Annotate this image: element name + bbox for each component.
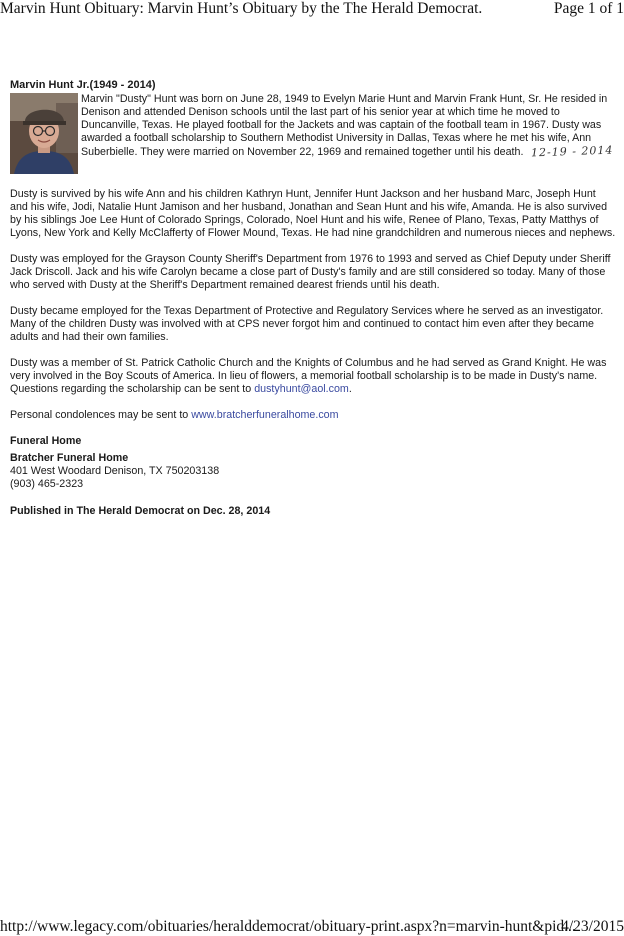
- career-sheriff-paragraph: Dusty was employed for the Grayson County Sheriff's Department from 1976 to 1993 and served as Chief Deputy under Sheriff Jack Driscoll. Jack and his wife Carolyn became a close part of Dusty's family and are still considered so today. Many of those who served with Dusty at the Sheriff's Department remained dearest friends until his death.: [10, 253, 611, 291]
- funeral-home-name: Bratcher Funeral Home: [10, 452, 129, 464]
- obituary-content: [10, 79, 616, 518]
- print-header-page-number: Page 1 of 1: [553, 0, 624, 17]
- funeral-home-heading: Funeral Home: [10, 435, 82, 447]
- survivors-paragraph: Dusty is survived by his wife Ann and his children Kathryn Hunt, Jennifer Hunt Jackson and her husband Marc, Joseph Hunt and his wife, Jodi, Natalie Hunt Jamison and her husband, Jonathan and Sean Hunt and his wife, Amanda. He is also survived by his siblings Joe Lee Hunt of Colorado Springs, Colorado, Noel Hunt and his wife, Renee of Plano, Texas, Patty Matthys of Lyons, New York and Kelly McClafferty of Flower Mound, Texas. He had nine grandchildren and numerous nieces and nephews.: [10, 188, 616, 239]
- obituary-name: Marvin Hunt Jr.(1949 - 2014): [10, 79, 156, 91]
- funeral-home-website-link[interactable]: www.bratcherfuneralhome.com: [191, 409, 339, 421]
- print-footer-url: http://www.legacy.com/obituaries/heralddemocrat/obituary-print.aspx?n=marvin-hunt&pid...: [0, 918, 576, 935]
- career-cps-paragraph: Dusty became employed for the Texas Department of Protective and Regulatory Services where he served as an investigator. Many of the children Dusty was involved with at CPS never forgot him and continued to contact him even after they became adults and had their own families.: [10, 305, 604, 343]
- print-footer-date: 4/23/2015: [561, 918, 624, 935]
- funeral-home-phone: (903) 465-2323: [10, 478, 84, 490]
- obituary-intro: [10, 93, 616, 188]
- condolences-paragraph: [10, 409, 616, 422]
- scholarship-paragraph: Dusty was a member of St. Patrick Catholic Church and the Knights of Columbus and he had served as Grand Knight. He was very involved in the Boy Scouts of America. In lieu of flowers, a memorial football scholarship is to be made in Dusty's name. Questions regarding the scholarship can be sent to dustyhunt@aol.com.: [10, 357, 607, 395]
- portrait-photo: [10, 93, 78, 174]
- handwritten-date-note: 12-19 - 2014: [531, 143, 615, 160]
- scholarship-text: Dusty was a member of St. Patrick Catholic Church and the Knights of Columbus and he had served as Grand Knight. He was very involved in the Boy Scouts of America. In lieu of flowers, a memorial football scholarship is to be made in Dusty's name. Questions regarding the scholarship can be sent to: [10, 357, 607, 395]
- intro-paragraph: [81, 93, 616, 159]
- intro-text: Marvin "Dusty" Hunt was born on June 28, 1949 to Evelyn Marie Hunt and Marvin Frank Hunt, Sr. He resided in Denison and attended Denison schools until the last part of his senior year at which time he moved to Duncanville, Texas. He played football for the Jackets and was captain of the football team in 1967. Dusty was awarded a football scholarship to Southern Methodist University in Dallas, Texas where he met his wife, Ann Suberbielle. They were married on November 22, 1969 and remained together until his death.: [81, 93, 608, 158]
- publication-note: Published in The Herald Democrat on Dec. 28, 2014: [10, 505, 271, 517]
- email-link[interactable]: dustyhunt@aol.com: [254, 383, 349, 395]
- print-header-title: Marvin Hunt Obituary: Marvin Hunt’s Obituary by the The Herald Democrat.: [0, 0, 483, 17]
- condolences-text: Personal condolences may be sent to: [10, 409, 189, 421]
- funeral-home-address: 401 West Woodard Denison, TX 750203138: [10, 465, 220, 477]
